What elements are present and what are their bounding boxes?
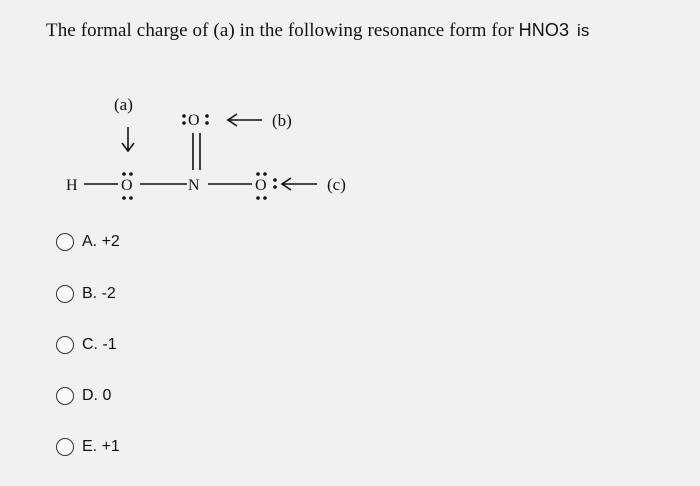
label-c: (c)	[327, 175, 346, 194]
question-prefix: The formal charge of (a) in the following resonance form for	[46, 20, 514, 41]
arrow-down-icon	[122, 127, 134, 151]
top-oxygen-lone-pair-right	[205, 114, 209, 125]
right-oxygen-lone-pair-top	[256, 172, 267, 176]
option-e[interactable]	[56, 433, 120, 461]
option-a[interactable]	[56, 228, 120, 256]
option-d[interactable]	[56, 382, 111, 410]
option-b[interactable]	[56, 280, 116, 308]
right-oxygen-lone-pair-right	[273, 178, 277, 189]
atom-o-top: O	[188, 112, 200, 129]
atom-o-right: O	[255, 177, 267, 194]
radio-icon[interactable]	[56, 336, 74, 354]
double-bond	[193, 133, 200, 170]
radio-icon[interactable]	[56, 285, 74, 303]
radio-icon[interactable]	[56, 387, 74, 405]
arrow-left-icon-b	[228, 114, 262, 126]
radio-icon[interactable]	[56, 438, 74, 456]
right-oxygen-lone-pair-bottom	[256, 196, 267, 200]
option-c[interactable]	[56, 331, 117, 359]
option-label: A. +2	[82, 233, 120, 250]
label-b: (b)	[272, 111, 292, 130]
arrow-left-icon-c	[282, 178, 317, 190]
atom-h: H	[66, 177, 78, 194]
option-label: E. +1	[82, 438, 120, 455]
label-a: (a)	[114, 95, 133, 114]
question-compound: HNO3	[518, 20, 570, 40]
left-oxygen-lone-pair-bottom	[122, 196, 133, 200]
question-suffix: is	[576, 21, 590, 40]
atom-n: N	[188, 177, 200, 194]
option-label: D. 0	[82, 387, 112, 404]
left-oxygen-lone-pair-top	[122, 172, 133, 176]
top-oxygen-lone-pair-left	[182, 114, 186, 125]
radio-icon[interactable]	[56, 233, 74, 251]
option-label: B. -2	[82, 285, 116, 302]
atom-o-left: O	[121, 177, 133, 194]
option-label: C. -1	[82, 336, 117, 353]
